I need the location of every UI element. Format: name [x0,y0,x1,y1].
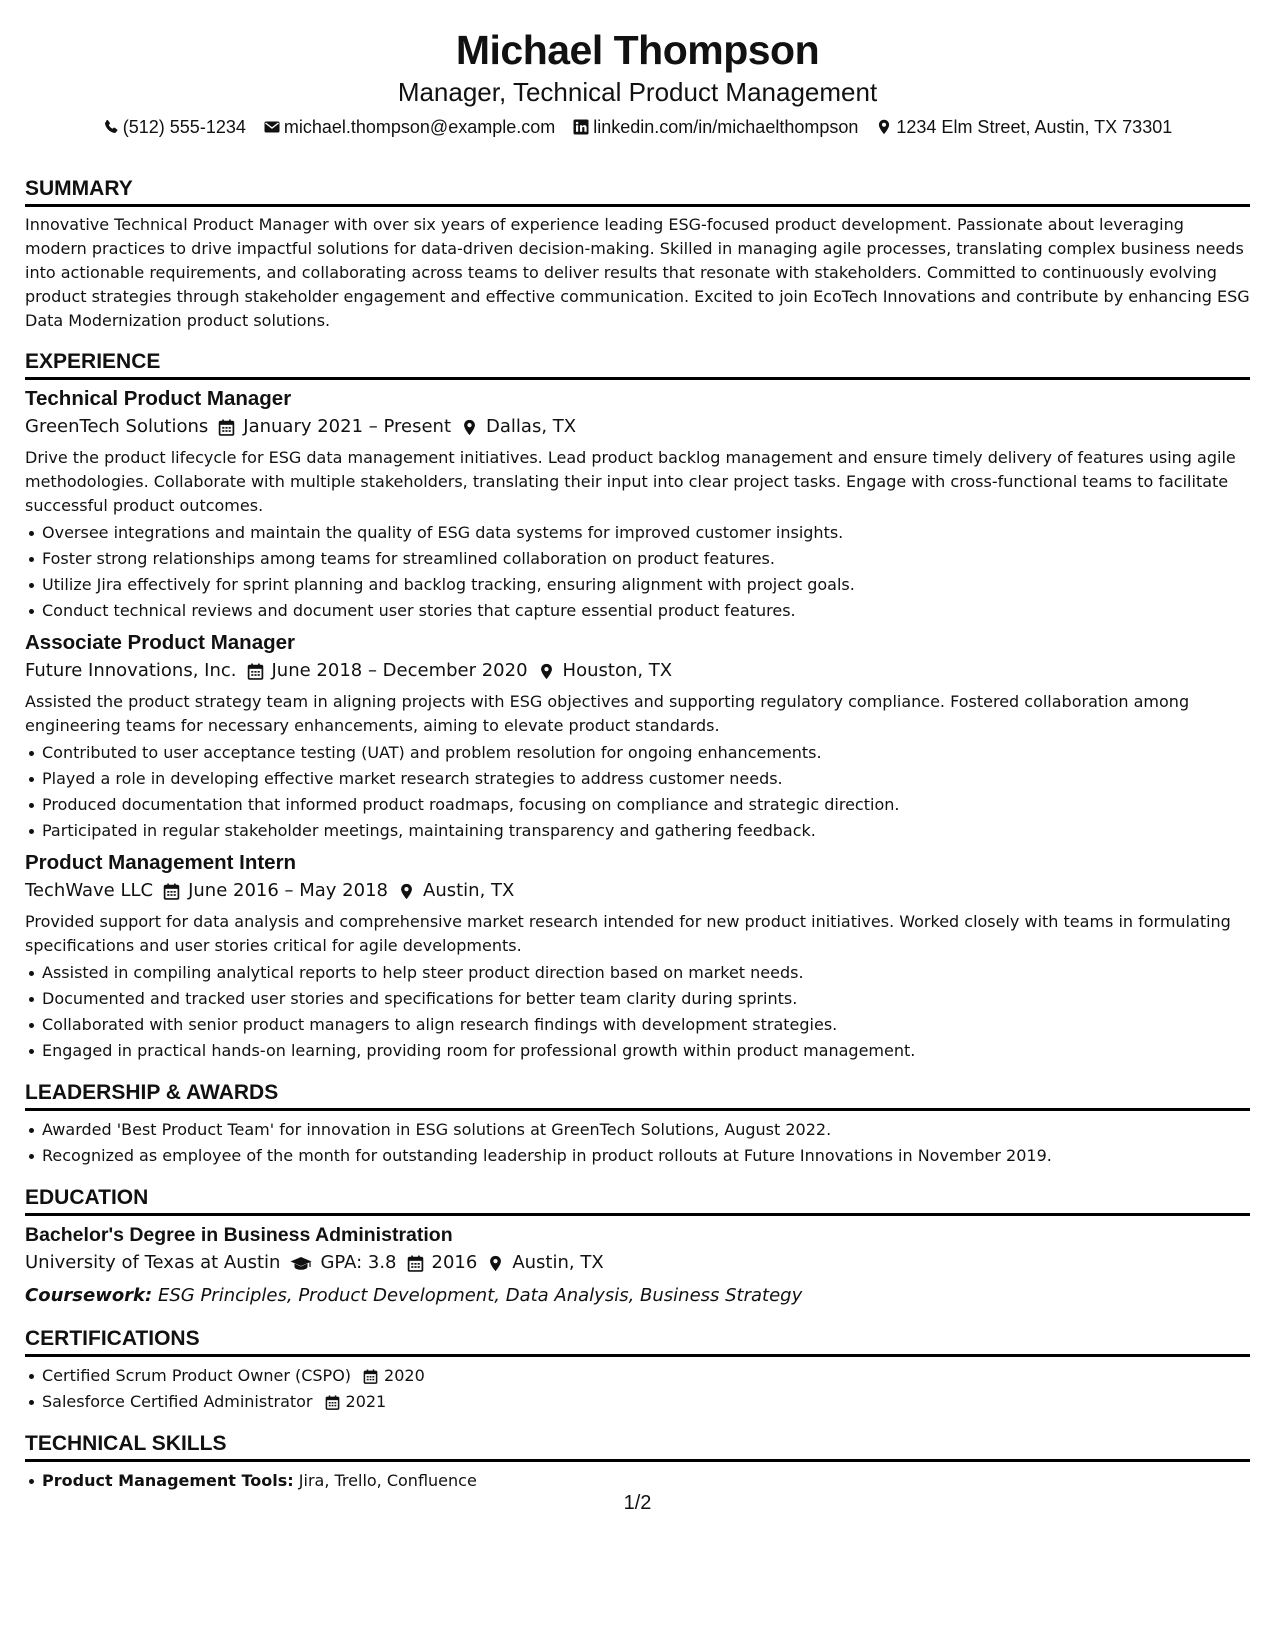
location-item [461,412,576,442]
location-text: Austin, TX [512,1252,604,1273]
job-meta [25,656,1250,686]
coursework-text: ESG Principles, Product Development, Data Analysis, Business Strategy [157,1285,803,1306]
list-item: Contributed to user acceptance testing (UAT) and problem resolution for ongoing enhancements. [42,740,1250,766]
experience-list [25,386,1250,1064]
phone-icon [103,119,119,135]
list-item: Documented and tracked user stories and specifications for better team clarity during sprints. [42,986,1250,1012]
cert-name: Salesforce Certified Administrator [42,1392,313,1411]
page-number: 1/2 [623,1492,652,1514]
cert-year: 2020 [384,1366,425,1385]
list-item: Recognized as employee of the month for outstanding leadership in product rollouts at Future Innovations in November 2019. [42,1143,1250,1169]
job-title: Product Management Intern [25,851,297,874]
job-bullets [25,740,1250,844]
gpa-text: GPA: 3.8 [320,1252,397,1273]
summary-heading: SUMMARY [25,176,1250,207]
certifications-list [25,1363,1250,1415]
phone-text[interactable]: (512) 555-1234 [122,117,246,137]
leadership-list [25,1117,1250,1169]
email-text[interactable]: michael.thompson@example.com [283,117,556,137]
contact-email [264,114,555,140]
job-entry [25,630,1250,844]
calendar-icon [325,1395,340,1410]
list-item: Participated in regular stakeholder meetings, maintaining transparency and gathering feedback. [42,818,1250,844]
dates-item [247,656,528,686]
dates-text: June 2016 – May 2018 [188,880,388,901]
degree-title: Bachelor's Degree in Business Administration [25,1224,453,1246]
list-item: Conduct technical reviews and document user stories that capture essential product features. [42,598,1250,624]
dates-item [218,412,451,442]
job-bullets [25,960,1250,1064]
company-name: GreenTech Solutions [25,416,209,437]
resume-page [25,0,1250,1494]
map-pin-icon [538,663,555,680]
cert-name: Certified Scrum Product Owner (CSPO) [42,1366,352,1385]
list-item: Played a role in developing effective market research strategies to address customer needs. [42,766,1250,792]
contact-address [876,114,1172,140]
year-item [407,1248,478,1278]
calendar-icon [218,419,235,436]
list-item: Utilize Jira effectively for sprint planning and backlog tracking, ensuring alignment with project goals. [42,572,1250,598]
calendar-icon [363,1369,378,1384]
list-item: Produced documentation that informed product roadmaps, focusing on compliance and strategic direction. [42,792,1250,818]
company-name: TechWave LLC [25,880,154,901]
linkedin-icon [573,119,589,135]
calendar-icon [247,663,264,680]
contact-phone [103,114,246,140]
location-text: Austin, TX [423,880,515,901]
contact-linkedin [573,114,858,140]
leadership-heading: LEADERSHIP & AWARDS [25,1080,1250,1111]
list-item [42,1389,1250,1415]
coursework-line [25,1282,1250,1310]
cert-year: 2021 [345,1392,387,1411]
contact-bar [25,114,1250,140]
job-entry [25,386,1250,624]
gpa-item [290,1248,396,1278]
map-pin-icon [461,419,478,436]
certifications-heading: CERTIFICATIONS [25,1326,1250,1357]
education-meta [25,1248,1250,1278]
school-name: University of Texas at Austin [25,1252,281,1273]
address-text: 1234 Elm Street, Austin, TX 73301 [896,117,1173,137]
list-item: Awarded 'Best Product Team' for innovation in ESG solutions at GreenTech Solutions, August 2022. [42,1117,1250,1143]
dates-text: June 2018 – December 2020 [271,660,528,681]
year-text: 2016 [431,1252,478,1273]
calendar-icon [163,883,180,900]
job-title: Associate Product Manager [25,631,295,654]
job-bullets [25,520,1250,624]
job-title: Technical Product Manager [25,387,292,410]
dates-text: January 2021 – Present [243,416,452,437]
linkedin-text[interactable]: linkedin.com/in/michaelthompson [593,117,859,137]
graduation-cap-icon [290,1255,312,1272]
map-pin-icon [876,119,892,135]
list-item: Engaged in practical hands-on learning, providing room for professional growth within product management. [42,1038,1250,1064]
list-item: Collaborated with senior product managers to align research findings with development strategies. [42,1012,1250,1038]
experience-heading: EXPERIENCE [25,349,1250,380]
job-meta [25,876,1250,906]
map-pin-icon [398,883,415,900]
candidate-title: Manager, Technical Product Management [397,77,878,107]
location-item [538,656,673,686]
skill-value: Jira, Trello, Confluence [298,1471,477,1490]
location-item [398,876,514,906]
list-item [42,1363,1250,1389]
summary-text: Innovative Technical Product Manager with over six years of experience leading ESG-focused product development. Passionate about leveraging modern practices to drive impactful solutions for data-driven decision-making. Skilled in managing agile processes, translating complex business needs into actionable requirements, and collaborating across teams to deliver results that resonate with stakeholders. Committed to continuously evolving product strategies through stakeholder engagement and effective communication. Excited to join EcoTech Innovations and contribute by enhancing ESG Data Modernization product solutions. [25,215,1250,330]
job-description: Assisted the product strategy team in aligning projects with ESG objectives and supporting regulatory compliance. Fostered collaboration among engineering teams for necessary enhancements, aiming to elevate product standards. [25,692,1190,735]
list-item [42,1468,1250,1494]
job-meta [25,412,1250,442]
job-description: Drive the product lifecycle for ESG data management initiatives. Lead product backlog management and ensure timely delivery of features using agile methodologies. Collaborate with multiple stakeholders, translating their input into clear project tasks. Engage with cross-functional teams to facilitate successful product outcomes. [25,448,1236,515]
education-heading: EDUCATION [25,1185,1250,1216]
job-description: Provided support for data analysis and comprehensive market research intended for new product initiatives. Worked closely with teams in formulating specifications and user stories critical for agile developments. [25,912,1231,955]
location-text: Dallas, TX [486,416,577,437]
location-text: Houston, TX [562,660,673,681]
job-entry [25,850,1250,1064]
envelope-icon [264,119,280,135]
list-item: Foster strong relationships among teams for streamlined collaboration on product features. [42,546,1250,572]
location-item [487,1248,603,1278]
list-item: Assisted in compiling analytical reports to help steer product direction based on market needs. [42,960,1250,986]
skill-label: Product Management Tools: [42,1471,294,1490]
calendar-icon [407,1255,424,1272]
company-name: Future Innovations, Inc. [25,660,237,681]
list-item: Oversee integrations and maintain the quality of ESG data systems for improved customer insights. [42,520,1250,546]
candidate-name: Michael Thompson [455,27,820,73]
skills-list [25,1468,1250,1494]
skills-heading: TECHNICAL SKILLS [25,1431,1250,1462]
coursework-label: Coursework: [25,1285,153,1306]
dates-item [163,876,388,906]
map-pin-icon [487,1255,504,1272]
